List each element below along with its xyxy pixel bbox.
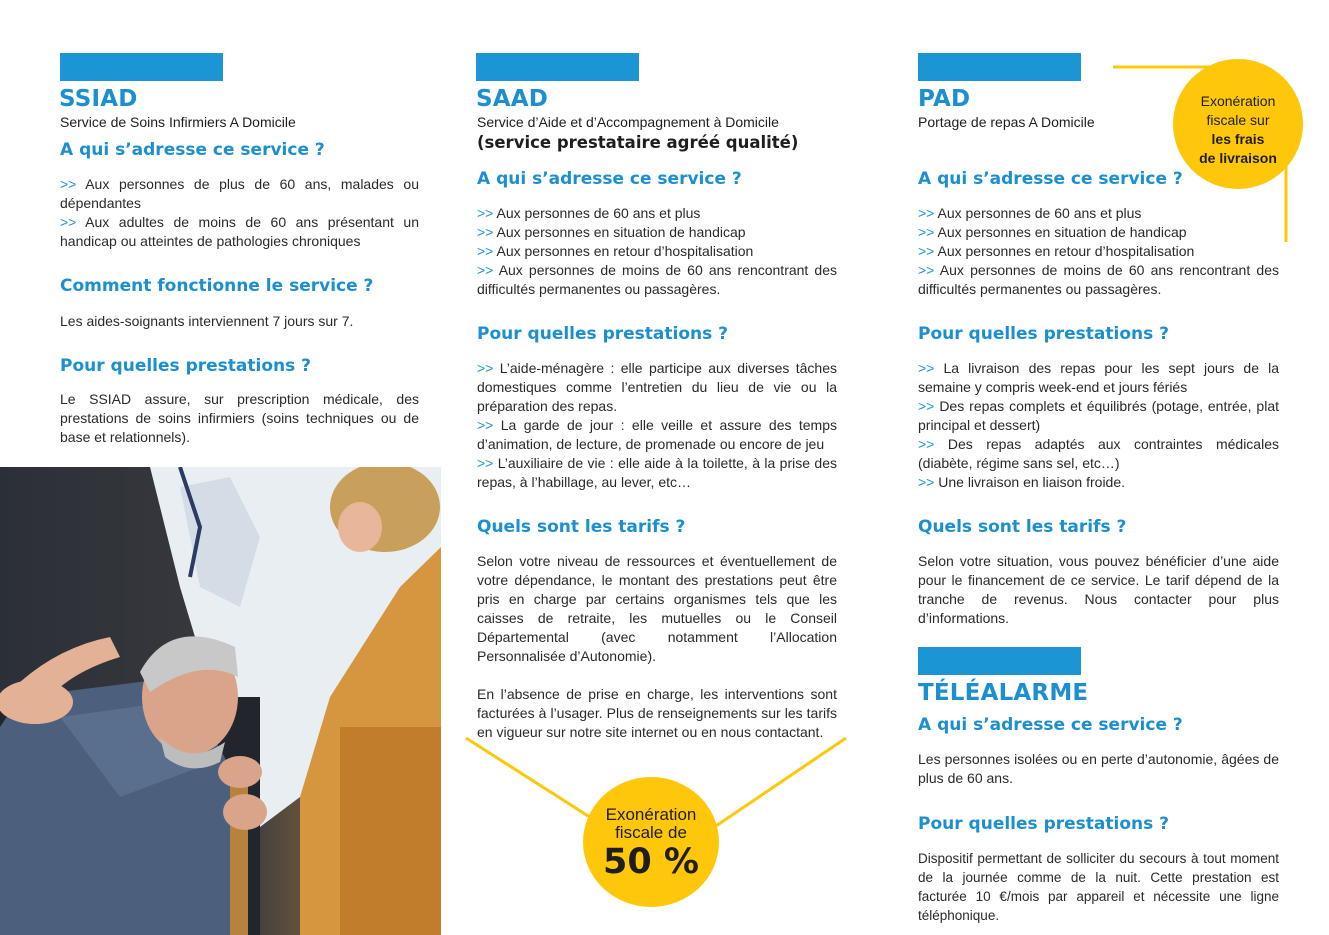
chevron-bullet-icon: >>: [477, 262, 494, 278]
pad-services-heading: Pour quelles prestations ?: [918, 324, 1169, 344]
saad-services-heading: Pour quelles prestations ?: [477, 324, 728, 344]
list-item: >> Aux personnes en situation de handicap: [477, 224, 746, 240]
telealarme-audience-heading: A qui s’adresse ce service ?: [918, 715, 1183, 735]
chevron-bullet-icon: >>: [918, 474, 935, 490]
list-item: >> L’auxiliaire de vie : elle aide à la toilette, à la prise des repas, à l’habillage, au lever, etc…: [477, 455, 837, 490]
chevron-bullet-icon: >>: [477, 360, 494, 376]
list-item: >> Des repas complets et équilibrés (potage, entrée, plat principal et dessert): [918, 398, 1280, 433]
list-item: >> Aux personnes en retour d’hospitalisation: [477, 243, 754, 259]
list-item: >> Aux personnes de moins de 60 ans rencontrant des difficultés permanentes ou passagères.: [918, 262, 1279, 297]
pad-pricing-text: Selon votre situation, vous pouvez bénéficier d’une aide pour le financement de ce service. Le tarif dépend de la tranche de revenus. Nous contacter pour plus d’informations.: [918, 553, 1279, 626]
telealarme-audience-text: Les personnes isolées ou en perte d’autonomie, âgées de plus de 60 ans.: [918, 751, 1279, 786]
chevron-bullet-icon: >>: [918, 360, 935, 376]
chevron-bullet-icon: >>: [477, 243, 494, 259]
chevron-bullet-icon: >>: [477, 417, 494, 433]
ssiad-subtitle: Service de Soins Infirmiers A Domicile: [60, 114, 296, 130]
pad-audience-heading: A qui s’adresse ce service ?: [918, 169, 1183, 189]
saad-pricing-heading: Quels sont les tarifs ?: [477, 517, 686, 537]
pad-tax-badge: Exonération fiscale sur les frais de livraison: [1173, 59, 1303, 189]
saad-subtitle: Service d’Aide et d’Accompagnement à Domicile: [477, 114, 779, 130]
pad-pricing-heading: Quels sont les tarifs ?: [918, 517, 1127, 537]
list-item: >> Une livraison en liaison froide.: [918, 474, 1126, 490]
saad-audience-list: [477, 204, 837, 299]
pad-accent-bar: [918, 53, 1081, 81]
list-item: >> Aux personnes en retour d’hospitalisation: [918, 243, 1195, 259]
saad-title: SAAD: [476, 86, 549, 112]
chevron-bullet-icon: >>: [477, 455, 494, 471]
list-item: >> Aux personnes de 60 ans et plus: [477, 205, 701, 221]
saad-tax-badge: Exonération fiscale de 50 %: [583, 777, 719, 907]
list-item: >> Aux adultes de moins de 60 ans présentant un handicap ou atteintes de pathologies chroniques: [60, 214, 419, 249]
saad-audience-heading: A qui s’adresse ce service ?: [477, 169, 742, 189]
chevron-bullet-icon: >>: [918, 243, 935, 259]
ssiad-operation-text: Les aides-soignants interviennent 7 jours sur 7.: [60, 313, 354, 329]
telealarme-services-text: Dispositif permettant de solliciter du secours à tout moment de la journée comme de la nuit. Cette prestation est facturée 10 €/mois par appareil et nécessite une ligne téléphonique.: [918, 851, 1279, 923]
list-item: >> Aux personnes de moins de 60 ans rencontrant des difficultés permanentes ou passagères.: [477, 262, 837, 297]
chevron-bullet-icon: >>: [477, 205, 494, 221]
ssiad-services-text: Le SSIAD assure, sur prescription médicale, des prestations de soins infirmiers (soins techniques ou de base et relationnels).: [60, 391, 419, 445]
pad-subtitle: Portage de repas A Domicile: [918, 114, 1095, 130]
ssiad-audience-list: [60, 175, 419, 251]
list-item: >> L’aide-ménagère : elle participe aux diverses tâches domestiques comme l’entretien du lieu de vie ou la préparation des repas.: [477, 360, 838, 414]
chevron-bullet-icon: >>: [918, 398, 935, 414]
list-item: >> Aux personnes de plus de 60 ans, malades ou dépendantes: [60, 176, 419, 211]
saad-quality-note: (service prestataire agréé qualité): [477, 133, 799, 152]
saad-pricing-text: Selon votre niveau de ressources et éventuellement de votre dépendance, le montant des prestations peut être pris en charge par certains organismes tels que les caisses de retraite, les mutuelles ou le Conseil Départemental (avec notamment l’Allocation Personnalisée d’Autonomie). En l’absence de prise en charge, les interventions sont facturées à l’usager. Plus de renseignements sur les tarifs en vigueur sur notre site internet ou en nous contactant.: [477, 553, 837, 740]
list-item: >> Aux personnes de 60 ans et plus: [918, 205, 1142, 221]
telealarme-title: TÉLÉALARME: [918, 680, 1089, 706]
list-item: >> La garde de jour : elle veille et assure des temps d’animation, de lecture, de promenade ou encore de jeu: [477, 417, 838, 452]
chevron-bullet-icon: >>: [918, 262, 935, 278]
list-item: >> La livraison des repas pour les sept jours de la semaine y compris week-end et jours fériés: [918, 360, 1279, 395]
saad-services-list: [477, 359, 837, 492]
chevron-bullet-icon: >>: [60, 214, 77, 230]
ssiad-operation-heading: Comment fonctionne le service ?: [60, 276, 374, 296]
telealarme-accent-bar: [918, 647, 1081, 675]
pad-audience-list: [918, 204, 1279, 299]
list-item: >> Des repas adaptés aux contraintes médicales (diabète, régime sans sel, etc…): [918, 436, 1279, 471]
pad-services-list: [918, 359, 1279, 492]
chevron-bullet-icon: >>: [918, 205, 935, 221]
chevron-bullet-icon: >>: [60, 176, 77, 192]
ssiad-title: SSIAD: [59, 86, 138, 112]
pad-title: PAD: [918, 86, 971, 112]
chevron-bullet-icon: >>: [477, 224, 494, 240]
ssiad-audience-heading: A qui s’adresse ce service ?: [60, 140, 325, 160]
chevron-bullet-icon: >>: [918, 436, 935, 452]
saad-accent-bar: [476, 53, 639, 81]
caregiver-photo: [0, 467, 441, 935]
chevron-bullet-icon: >>: [918, 224, 935, 240]
ssiad-accent-bar: [60, 53, 223, 81]
ssiad-services-heading: Pour quelles prestations ?: [60, 356, 311, 376]
telealarme-services-heading: Pour quelles prestations ?: [918, 814, 1169, 834]
list-item: >> Aux personnes en situation de handicap: [918, 224, 1187, 240]
